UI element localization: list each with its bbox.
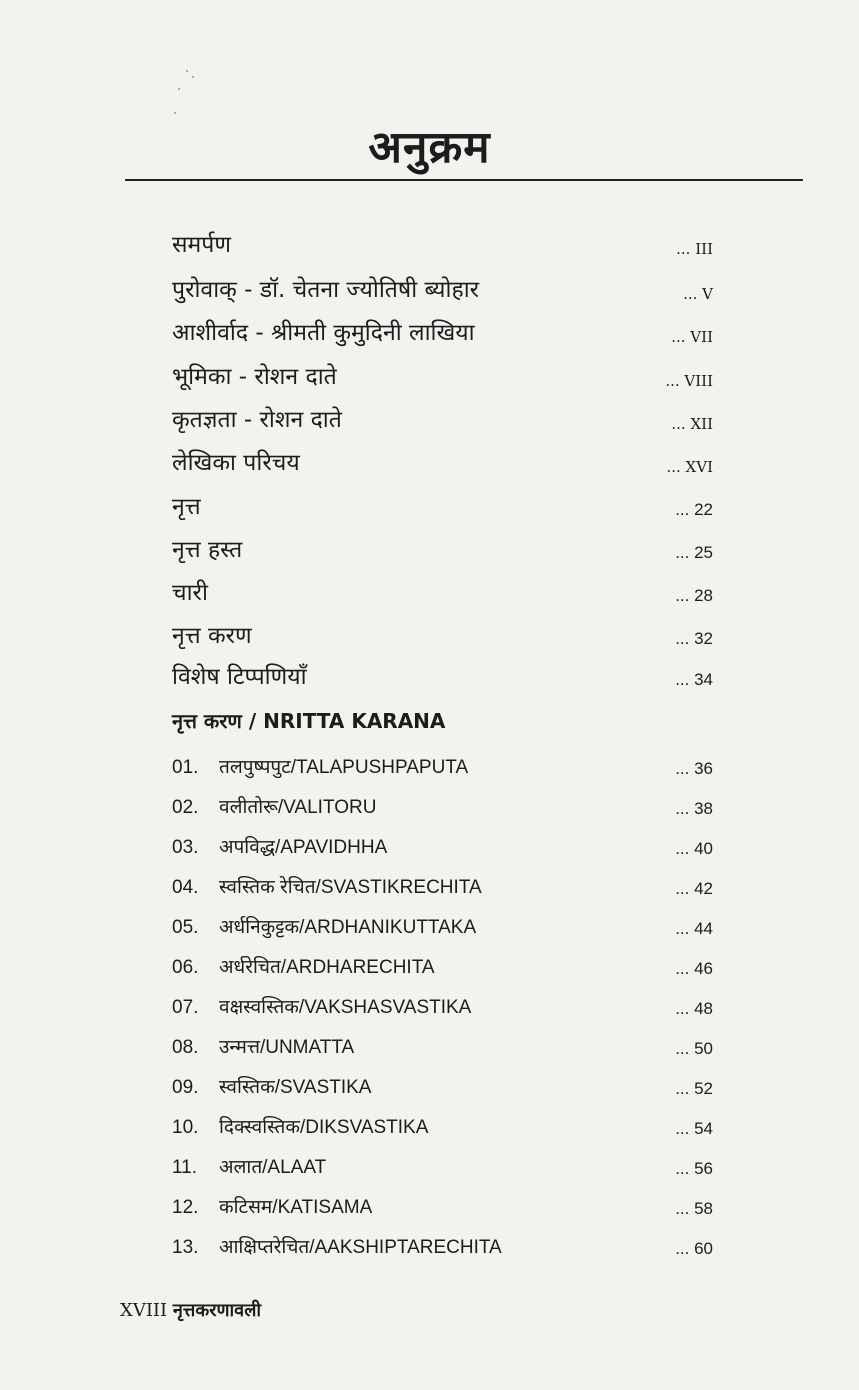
toc-entry-label: नृत्त: [172, 494, 201, 520]
karana-entry: [172, 915, 476, 941]
karana-label: आक्षिप्तरेचित/AAKSHIPTARECHITA: [219, 1237, 502, 1258]
karana-label: स्वस्तिक/SVASTIKA: [219, 1077, 372, 1098]
footer-page-number: XVIII: [120, 1300, 168, 1321]
karana-number: 08.: [172, 1037, 199, 1058]
karana-page-number: ... 50: [675, 1039, 713, 1058]
title-underline: [125, 179, 803, 181]
karana-number: 05.: [172, 917, 199, 938]
karana-entry: [172, 955, 435, 981]
karana-entry: [172, 835, 387, 861]
karana-entry: [172, 1195, 372, 1221]
karana-number: 02.: [172, 797, 199, 818]
toc-entry-label: आशीर्वाद - श्रीमती कुमुदिनी लाखिया: [172, 320, 475, 346]
toc-page-number: ... VII: [671, 328, 713, 346]
karana-entry: [172, 1115, 428, 1141]
toc-page-number: ... 34: [675, 670, 713, 689]
toc-page-number: ... XVI: [666, 458, 713, 476]
toc-page-number: ... V: [683, 285, 713, 303]
karana-number: 06.: [172, 957, 199, 978]
karana-page-number: ... 56: [675, 1159, 713, 1178]
karana-entry: [172, 1035, 354, 1061]
karana-label: वक्षस्वस्तिक/VAKSHASVASTIKA: [219, 997, 472, 1018]
karana-entry: [172, 1075, 371, 1101]
karana-label: उन्मत्त/UNMATTA: [219, 1037, 355, 1058]
karana-label: तलपुष्पपुट/TALAPUSHPAPUTA: [219, 757, 469, 778]
karana-page-number: ... 54: [675, 1119, 713, 1138]
section-heading: नृत्त करण / NRITTA KARANA: [172, 709, 446, 733]
karana-label: दिक्स्वस्तिक/DIKSVASTIKA: [219, 1117, 429, 1138]
karana-number: 03.: [172, 837, 199, 858]
toc-page-number: ... 25: [675, 543, 713, 562]
karana-label: अलात/ALAAT: [219, 1157, 327, 1178]
toc-entry-label: नृत्त हस्त: [172, 537, 243, 563]
karana-label: अपविद्ध/APAVIDHHA: [219, 837, 388, 858]
karana-label: वलीतोरू/VALITORU: [219, 797, 377, 818]
karana-number: 11.: [172, 1157, 198, 1178]
karana-page-number: ... 40: [675, 839, 713, 858]
toc-entry-label: लेखिका परिचय: [172, 450, 300, 476]
toc-entry-label: नृत्त करण: [172, 623, 252, 649]
toc-entry-label: विशेष टिप्पणियाँ: [172, 664, 307, 690]
toc-page-number: ... VIII: [665, 372, 713, 390]
karana-number: 07.: [172, 997, 199, 1018]
karana-page-number: ... 58: [675, 1199, 713, 1218]
toc-page-number: ... III: [676, 240, 713, 258]
karana-number: 10.: [172, 1117, 199, 1138]
karana-entry: [172, 995, 471, 1021]
karana-number: 01.: [172, 757, 199, 778]
karana-page-number: ... 38: [675, 799, 713, 818]
karana-label: स्वस्तिक रेचित/SVASTIKRECHITA: [219, 877, 482, 898]
page-title: अनुक्रम: [368, 122, 491, 173]
karana-number: 13.: [172, 1237, 199, 1258]
karana-label: अर्धनिकुट्टक/ARDHANIKUTTAKA: [219, 917, 477, 938]
karana-entry: [172, 875, 482, 901]
karana-page-number: ... 44: [675, 919, 713, 938]
karana-page-number: ... 52: [675, 1079, 713, 1098]
karana-entry: [172, 795, 376, 821]
karana-label: कटिसम/KATISAMA: [219, 1197, 373, 1218]
toc-entry-label: समर्पण: [172, 232, 231, 258]
karana-page-number: ... 60: [675, 1239, 713, 1258]
karana-entry: [172, 755, 468, 781]
toc-entry-label: भूमिका - रोशन दाते: [172, 364, 337, 390]
page-footer: [120, 1298, 261, 1322]
karana-number: 04.: [172, 877, 199, 898]
toc-entry-label: पुरोवाक् - डॉ. चेतना ज्योतिषी ब्योहार: [172, 277, 480, 303]
paper-specks: [172, 62, 202, 122]
karana-page-number: ... 46: [675, 959, 713, 978]
toc-page-number: ... XII: [671, 415, 713, 433]
karana-number: 12.: [172, 1197, 199, 1218]
toc-page-number: ... 22: [675, 500, 713, 519]
toc-page-number: ... 32: [675, 629, 713, 648]
toc-page-number: ... 28: [675, 586, 713, 605]
karana-entry: [172, 1235, 502, 1261]
karana-page-number: ... 36: [675, 759, 713, 778]
footer-book-title: नृत्तकरणावली: [172, 1300, 262, 1321]
karana-number: 09.: [172, 1077, 199, 1098]
toc-entry-label: चारी: [172, 580, 208, 606]
toc-entry-label: कृतज्ञता - रोशन दाते: [172, 407, 342, 433]
karana-label: अर्धरेचित/ARDHARECHITA: [219, 957, 435, 978]
karana-page-number: ... 48: [675, 999, 713, 1018]
karana-entry: [172, 1155, 326, 1181]
karana-page-number: ... 42: [675, 879, 713, 898]
